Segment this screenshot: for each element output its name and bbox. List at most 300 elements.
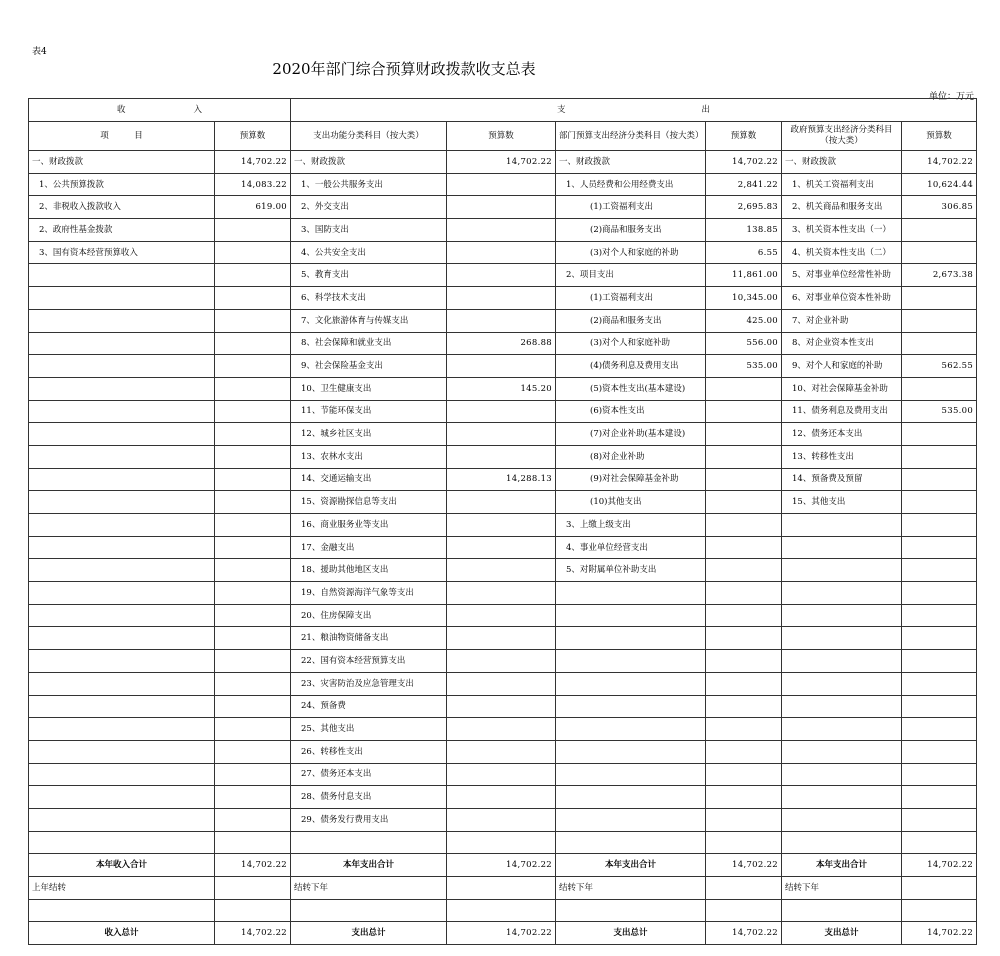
- func-class-item: 16、商业服务业等支出: [291, 514, 447, 537]
- func-budget: [447, 695, 556, 718]
- dept-budget: [706, 400, 782, 423]
- gov-econ-item: [782, 627, 902, 650]
- income-budget: [215, 423, 291, 446]
- dept-budget: [706, 536, 782, 559]
- table-row: [29, 672, 977, 695]
- dept-budget: [706, 491, 782, 514]
- func-class-item: 20、住房保障支出: [291, 604, 447, 627]
- gov-econ-item: [782, 672, 902, 695]
- func-budget: [447, 173, 556, 196]
- gov-econ-header: 政府预算支出经济分类科目（按大类）: [782, 122, 902, 151]
- table-row: [29, 740, 977, 763]
- income-budget: [215, 740, 291, 763]
- gov-econ-item: 11、债务利息及费用支出: [782, 400, 902, 423]
- page-title: 2020年部门综合预算财政拨款收支总表: [272, 60, 536, 78]
- dept-budget: [706, 423, 782, 446]
- gov-econ-item: 3、机关资本性支出（一）: [782, 219, 902, 242]
- dept-econ-item: [556, 695, 706, 718]
- dept-budget: [706, 582, 782, 605]
- dept-econ-item: 5、对附属单位补助支出: [556, 559, 706, 582]
- func-class-item: 23、灾害防治及应急管理支出: [291, 672, 447, 695]
- gov-budget: [902, 491, 977, 514]
- gov-budget: [902, 763, 977, 786]
- gov-budget: [902, 445, 977, 468]
- dept-econ-item: 2、项目支出: [556, 264, 706, 287]
- func-class-item: 9、社会保险基金支出: [291, 355, 447, 378]
- func-budget: [447, 831, 556, 854]
- func-budget: 268.88: [447, 332, 556, 355]
- func-budget: 145.20: [447, 377, 556, 400]
- dept-econ-item: (3)对个人和家庭的补助: [556, 241, 706, 264]
- dept-econ-item: [556, 604, 706, 627]
- year-expense-label: 本年支出合计: [291, 854, 447, 877]
- income-budget: [215, 309, 291, 332]
- gov-budget: 306.85: [902, 196, 977, 219]
- gov-econ-item: 4、机关资本性支出（二）: [782, 241, 902, 264]
- dept-budget: [706, 718, 782, 741]
- gov-budget: [902, 604, 977, 627]
- table-row: [29, 400, 977, 423]
- dept-econ-item: 3、上缴上级支出: [556, 514, 706, 537]
- gov-econ-item: 5、对事业单位经常性补助: [782, 264, 902, 287]
- income-item: [29, 672, 215, 695]
- dept-econ-item: [556, 672, 706, 695]
- dept-econ-item: 一、财政拨款: [556, 151, 706, 174]
- dept-econ-item: [556, 718, 706, 741]
- income-item: [29, 355, 215, 378]
- table-row: [29, 491, 977, 514]
- income-item: [29, 831, 215, 854]
- func-budget: 14,702.22: [447, 151, 556, 174]
- table-row: [29, 582, 977, 605]
- gov-econ-item: 8、对企业资本性支出: [782, 332, 902, 355]
- gov-econ-item: 15、其他支出: [782, 491, 902, 514]
- income-item: [29, 695, 215, 718]
- table-number: 表4: [32, 47, 47, 57]
- gov-budget: [902, 808, 977, 831]
- expense-header: 支 出: [291, 99, 977, 122]
- income-budget: [215, 672, 291, 695]
- func-budget: [447, 264, 556, 287]
- carry-in-value: [215, 877, 291, 900]
- income-item: [29, 604, 215, 627]
- income-budget: [215, 831, 291, 854]
- gov-econ-item: 14、预备费及预留: [782, 468, 902, 491]
- func-class-item: 14、交通运输支出: [291, 468, 447, 491]
- income-header: 收 入: [29, 99, 291, 122]
- dept-econ-item: [556, 763, 706, 786]
- blank-cell: [29, 899, 215, 922]
- func-budget: [447, 219, 556, 242]
- income-budget: [215, 491, 291, 514]
- func-budget: [447, 604, 556, 627]
- dept-budget: [706, 514, 782, 537]
- func-budget: [447, 241, 556, 264]
- func-class-item: 25、其他支出: [291, 718, 447, 741]
- table-row: [29, 151, 977, 174]
- func-budget: [447, 786, 556, 809]
- table-row: [29, 627, 977, 650]
- gov-budget: 562.55: [902, 355, 977, 378]
- income-budget: [215, 355, 291, 378]
- grand-total-row: [29, 922, 977, 945]
- expense-total-label: 支出总计: [782, 922, 902, 945]
- income-item: 2、政府性基金拨款: [29, 219, 215, 242]
- dept-budget: 425.00: [706, 309, 782, 332]
- func-budget: [447, 445, 556, 468]
- dept-budget: [706, 831, 782, 854]
- func-budget: [447, 808, 556, 831]
- dept-econ-item: [556, 831, 706, 854]
- carry-out-value: [706, 877, 782, 900]
- income-item: [29, 786, 215, 809]
- func-budget: [447, 559, 556, 582]
- income-item: [29, 627, 215, 650]
- func-budget: 14,288.13: [447, 468, 556, 491]
- dept-econ-item: (5)资本性支出(基本建设): [556, 377, 706, 400]
- dept-econ-item: [556, 808, 706, 831]
- budget-header: 预算数: [447, 122, 556, 151]
- func-budget: [447, 491, 556, 514]
- gov-econ-item: [782, 695, 902, 718]
- income-budget: 14,702.22: [215, 151, 291, 174]
- income-budget: [215, 241, 291, 264]
- blank-cell: [447, 899, 556, 922]
- dept-budget: 14,702.22: [706, 151, 782, 174]
- income-budget: 14,083.22: [215, 173, 291, 196]
- dept-econ-header: 部门预算支出经济分类科目（按大类）: [556, 122, 706, 151]
- func-budget: [447, 650, 556, 673]
- dept-budget: [706, 672, 782, 695]
- income-budget: [215, 468, 291, 491]
- table-row: [29, 514, 977, 537]
- gov-budget: 2,673.38: [902, 264, 977, 287]
- table-row: [29, 559, 977, 582]
- dept-budget: 535.00: [706, 355, 782, 378]
- income-item: [29, 491, 215, 514]
- table-row: [29, 445, 977, 468]
- income-item: [29, 582, 215, 605]
- blank-cell: [556, 899, 706, 922]
- income-item: [29, 808, 215, 831]
- budget-table: [28, 98, 977, 945]
- dept-budget: [706, 627, 782, 650]
- income-item: [29, 763, 215, 786]
- dept-econ-item: (4)债务利息及费用支出: [556, 355, 706, 378]
- gov-budget: [902, 786, 977, 809]
- table-row: [29, 332, 977, 355]
- dept-budget: 10,345.00: [706, 287, 782, 310]
- expense-total-value: 14,702.22: [447, 922, 556, 945]
- carry-out-label: 结转下年: [782, 877, 902, 900]
- carry-in-label: 上年结转: [29, 877, 215, 900]
- expense-total-value: 14,702.22: [902, 922, 977, 945]
- gov-econ-item: 7、对企业补助: [782, 309, 902, 332]
- year-expense-label: 本年支出合计: [782, 854, 902, 877]
- gov-budget: [902, 627, 977, 650]
- dept-budget: [706, 604, 782, 627]
- gov-econ-item: 10、对社会保障基金补助: [782, 377, 902, 400]
- blank-cell: [782, 899, 902, 922]
- func-class-item: 7、文化旅游体育与传媒支出: [291, 309, 447, 332]
- dept-econ-item: (2)商品和服务支出: [556, 219, 706, 242]
- table-row: [29, 763, 977, 786]
- income-item: [29, 309, 215, 332]
- func-class-item: 18、援助其他地区支出: [291, 559, 447, 582]
- income-budget: [215, 604, 291, 627]
- income-budget: [215, 627, 291, 650]
- dept-budget: [706, 559, 782, 582]
- func-class-item: 21、粮油物资储备支出: [291, 627, 447, 650]
- dept-econ-item: (10)其他支出: [556, 491, 706, 514]
- dept-budget: [706, 740, 782, 763]
- func-class-item: 15、资源勘探信息等支出: [291, 491, 447, 514]
- income-item: [29, 650, 215, 673]
- func-budget: [447, 763, 556, 786]
- gov-budget: [902, 672, 977, 695]
- income-item: [29, 332, 215, 355]
- gov-budget: [902, 695, 977, 718]
- table-row: [29, 650, 977, 673]
- gov-budget: [902, 536, 977, 559]
- gov-econ-item: [782, 650, 902, 673]
- income-budget: 619.00: [215, 196, 291, 219]
- gov-econ-item: [782, 786, 902, 809]
- func-class-item: 6、科学技术支出: [291, 287, 447, 310]
- func-budget: [447, 582, 556, 605]
- func-class-item: 10、卫生健康支出: [291, 377, 447, 400]
- func-budget: [447, 287, 556, 310]
- gov-budget: [902, 468, 977, 491]
- func-class-item: 17、金融支出: [291, 536, 447, 559]
- income-item: [29, 740, 215, 763]
- table-row: [29, 309, 977, 332]
- unit-label: 单位：万元: [928, 92, 974, 102]
- func-class-item: 22、国有资本经营预算支出: [291, 650, 447, 673]
- gov-budget: [902, 831, 977, 854]
- gov-budget: [902, 423, 977, 446]
- dept-econ-item: 1、人员经费和公用经费支出: [556, 173, 706, 196]
- carry-out-label: 结转下年: [291, 877, 447, 900]
- income-item: [29, 445, 215, 468]
- table-row: [29, 604, 977, 627]
- gov-budget: [902, 309, 977, 332]
- dept-budget: 11,861.00: [706, 264, 782, 287]
- gov-econ-item: [782, 763, 902, 786]
- func-budget: [447, 627, 556, 650]
- gov-econ-item: 12、债务还本支出: [782, 423, 902, 446]
- table-row: [29, 196, 977, 219]
- income-budget: [215, 400, 291, 423]
- year-expense-value: 14,702.22: [447, 854, 556, 877]
- dept-budget: 556.00: [706, 332, 782, 355]
- dept-econ-item: (1)工资福利支出: [556, 196, 706, 219]
- func-budget: [447, 355, 556, 378]
- gov-econ-item: 6、对事业单位资本性补助: [782, 287, 902, 310]
- gov-budget: [902, 219, 977, 242]
- func-class-item: 一、财政拨款: [291, 151, 447, 174]
- blank-cell: [291, 899, 447, 922]
- gov-econ-item: 2、机关商品和服务支出: [782, 196, 902, 219]
- income-total-value: 14,702.22: [215, 922, 291, 945]
- table-row: [29, 355, 977, 378]
- func-class-item: 13、农林水支出: [291, 445, 447, 468]
- func-budget: [447, 672, 556, 695]
- func-class-item: 28、债务付息支出: [291, 786, 447, 809]
- blank-row: [29, 899, 977, 922]
- dept-budget: [706, 786, 782, 809]
- gov-econ-item: 13、转移性支出: [782, 445, 902, 468]
- blank-cell: [706, 899, 782, 922]
- budget-header: 预算数: [215, 122, 291, 151]
- gov-econ-item: 1、机关工资福利支出: [782, 173, 902, 196]
- table-row: [29, 219, 977, 242]
- func-budget: [447, 400, 556, 423]
- table-row: [29, 173, 977, 196]
- gov-budget: [902, 582, 977, 605]
- income-budget: [215, 219, 291, 242]
- func-class-item: 12、城乡社区支出: [291, 423, 447, 446]
- header-row-1: [29, 99, 977, 122]
- dept-econ-item: (6)资本性支出: [556, 400, 706, 423]
- income-budget: [215, 377, 291, 400]
- func-class-item: 8、社会保障和就业支出: [291, 332, 447, 355]
- dept-econ-item: (3)对个人和家庭补助: [556, 332, 706, 355]
- budget-header: 预算数: [706, 122, 782, 151]
- dept-budget: [706, 695, 782, 718]
- year-total-row: [29, 854, 977, 877]
- gov-budget: 10,624.44: [902, 173, 977, 196]
- func-budget: [447, 740, 556, 763]
- income-total-label: 收入总计: [29, 922, 215, 945]
- dept-budget: [706, 650, 782, 673]
- table-row: [29, 241, 977, 264]
- income-budget: [215, 264, 291, 287]
- func-class-item: 3、国防支出: [291, 219, 447, 242]
- income-item: [29, 536, 215, 559]
- func-class-item: 1、一般公共服务支出: [291, 173, 447, 196]
- table-row: [29, 695, 977, 718]
- func-class-item: 24、预备费: [291, 695, 447, 718]
- table-row: [29, 287, 977, 310]
- func-class-item: 5、教育支出: [291, 264, 447, 287]
- dept-econ-item: (9)对社会保障基金补助: [556, 468, 706, 491]
- dept-econ-item: (8)对企业补助: [556, 445, 706, 468]
- income-item: [29, 264, 215, 287]
- year-expense-value: 14,702.22: [902, 854, 977, 877]
- dept-econ-item: (2)商品和服务支出: [556, 309, 706, 332]
- dept-budget: 138.85: [706, 219, 782, 242]
- dept-budget: [706, 445, 782, 468]
- income-item: [29, 377, 215, 400]
- func-budget: [447, 309, 556, 332]
- table-row: [29, 264, 977, 287]
- gov-econ-item: [782, 536, 902, 559]
- gov-econ-item: [782, 582, 902, 605]
- gov-econ-item: 一、财政拨款: [782, 151, 902, 174]
- dept-econ-item: (1)工资福利支出: [556, 287, 706, 310]
- income-budget: [215, 536, 291, 559]
- income-item: [29, 514, 215, 537]
- gov-budget: [902, 377, 977, 400]
- func-budget: [447, 536, 556, 559]
- gov-econ-item: [782, 514, 902, 537]
- func-class-item: 29、债务发行费用支出: [291, 808, 447, 831]
- item-header: 项 目: [29, 122, 215, 151]
- income-item: 3、国有资本经营预算收入: [29, 241, 215, 264]
- dept-budget: [706, 763, 782, 786]
- gov-budget: 14,702.22: [902, 151, 977, 174]
- gov-budget: [902, 514, 977, 537]
- dept-budget: 6.55: [706, 241, 782, 264]
- gov-budget: 535.00: [902, 400, 977, 423]
- dept-econ-item: [556, 786, 706, 809]
- income-item: [29, 559, 215, 582]
- func-class-header: 支出功能分类科目（按大类）: [291, 122, 447, 151]
- income-item: [29, 287, 215, 310]
- dept-econ-item: [556, 650, 706, 673]
- func-class-item: 27、债务还本支出: [291, 763, 447, 786]
- func-class-item: 2、外交支出: [291, 196, 447, 219]
- blank-cell: [215, 899, 291, 922]
- dept-budget: [706, 377, 782, 400]
- gov-econ-item: [782, 808, 902, 831]
- func-class-item: 11、节能环保支出: [291, 400, 447, 423]
- income-budget: [215, 445, 291, 468]
- budget-header: 预算数: [902, 122, 977, 151]
- dept-econ-item: [556, 582, 706, 605]
- dept-econ-item: [556, 627, 706, 650]
- table-row: [29, 423, 977, 446]
- income-item: [29, 718, 215, 741]
- year-expense-value: 14,702.22: [706, 854, 782, 877]
- gov-budget: [902, 287, 977, 310]
- carry-row: [29, 877, 977, 900]
- table-row: [29, 718, 977, 741]
- gov-econ-item: [782, 559, 902, 582]
- func-budget: [447, 196, 556, 219]
- income-item: [29, 423, 215, 446]
- table-row: [29, 377, 977, 400]
- func-class-item: 19、自然资源海洋气象等支出: [291, 582, 447, 605]
- income-item: 一、财政拨款: [29, 151, 215, 174]
- func-budget: [447, 423, 556, 446]
- dept-econ-item: (7)对企业补助(基本建设): [556, 423, 706, 446]
- dept-budget: 2,841.22: [706, 173, 782, 196]
- gov-econ-item: [782, 831, 902, 854]
- header-row-2: [29, 122, 977, 151]
- gov-budget: [902, 559, 977, 582]
- carry-out-label: 结转下年: [556, 877, 706, 900]
- dept-budget: [706, 468, 782, 491]
- func-class-item: 4、公共安全支出: [291, 241, 447, 264]
- table-row: [29, 468, 977, 491]
- income-budget: [215, 332, 291, 355]
- table-row: [29, 786, 977, 809]
- income-budget: [215, 786, 291, 809]
- func-budget: [447, 514, 556, 537]
- income-budget: [215, 695, 291, 718]
- carry-out-value: [902, 877, 977, 900]
- dept-budget: 2,695.83: [706, 196, 782, 219]
- income-budget: [215, 718, 291, 741]
- income-item: 1、公共预算拨款: [29, 173, 215, 196]
- func-budget: [447, 718, 556, 741]
- gov-budget: [902, 740, 977, 763]
- gov-econ-item: 9、对个人和家庭的补助: [782, 355, 902, 378]
- gov-econ-item: [782, 740, 902, 763]
- income-budget: [215, 650, 291, 673]
